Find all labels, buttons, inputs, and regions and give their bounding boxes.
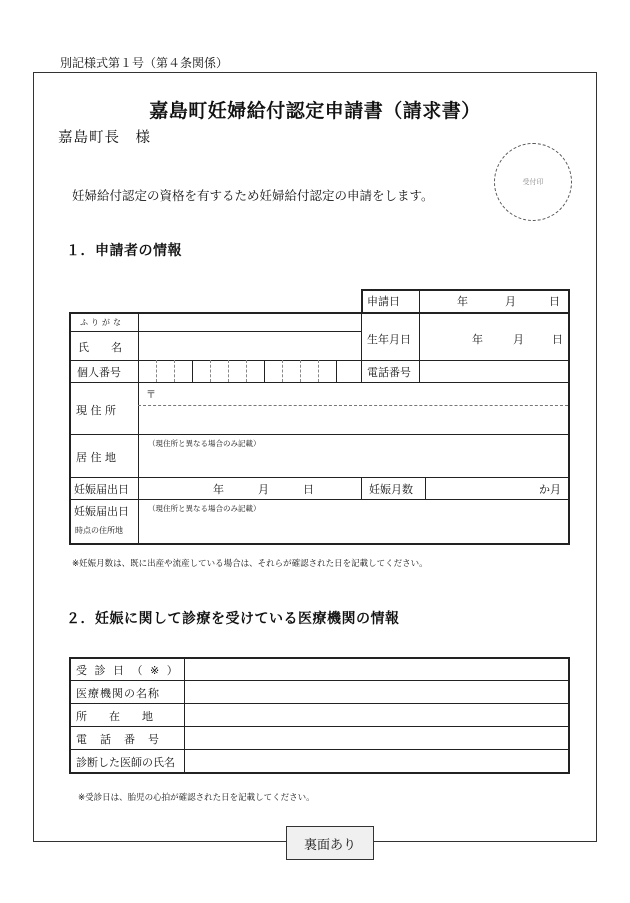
section1-footnote: ※妊娠月数は、既に出産や流産している場合は、それらが確認された日を記載してください。 (72, 559, 428, 569)
addressee: 嘉島町長 様 (58, 130, 151, 146)
preg-report-address-label-1: 妊娠届出日 (74, 505, 129, 518)
app-date-day-unit: 日 (549, 295, 560, 308)
furigana-label: ふりがな (80, 318, 124, 327)
application-date-label: 申請日 (367, 295, 400, 308)
birth-year-unit: 年 (472, 333, 483, 346)
preg-year-unit: 年 (213, 483, 224, 496)
preg-report-date-label: 妊娠届出日 (74, 483, 129, 496)
preg-day-unit: 日 (303, 483, 314, 496)
page-title: 嘉島町妊婦給付認定申請書（請求書） (149, 100, 481, 122)
residence-label: 居 住 地 (76, 451, 116, 464)
back-side-label: 裏面あり (303, 837, 356, 853)
back-side-tab (286, 826, 374, 860)
preg-report-address-label-2: 時点の住所地 (75, 526, 123, 535)
reception-stamp-area (494, 143, 572, 221)
institution-name-label: 医療機関の名称 (76, 687, 160, 700)
doctor-name-label: 診断した医師の氏名 (76, 756, 175, 769)
residence-note: （現住所と異なる場合のみ記載） (148, 439, 261, 448)
institution-phone-label: 電 話 番 号 (76, 733, 160, 746)
preg-report-address-note: （現住所と異なる場合のみ記載） (148, 504, 261, 513)
phone-label: 電話番号 (367, 366, 411, 379)
months-unit: か月 (539, 483, 561, 496)
name-label: 氏 名 (78, 341, 122, 354)
preg-month-unit: 月 (258, 483, 269, 496)
intro-text: 妊婦給付認定の資格を有するため妊婦給付認定の申請をします。 (72, 188, 434, 203)
visit-date-label: 受 診 日 （ ※ ） (76, 664, 180, 677)
section1-heading: １．申請者の情報 (66, 243, 182, 259)
form-number-note: 別記様式第１号（第４条関係） (60, 56, 229, 70)
mynumber-label: 個人番号 (77, 366, 121, 379)
address-label: 現 住 所 (76, 404, 116, 417)
postal-mark: 〒 (146, 390, 156, 401)
section2-footnote: ※受診日は、胎児の心拍が確認された日を記載してください。 (78, 793, 315, 803)
preg-months-label: 妊娠月数 (369, 483, 413, 496)
app-date-month-unit: 月 (505, 295, 516, 308)
app-date-year-unit: 年 (457, 295, 468, 308)
institution-address-label: 所 在 地 (76, 710, 153, 723)
section2-heading: ２．妊娠に関して診療を受けている医療機関の情報 (66, 611, 400, 627)
birth-month-unit: 月 (513, 333, 524, 346)
birth-day-unit: 日 (552, 333, 563, 346)
reception-stamp-label: 受付印 (522, 178, 544, 186)
birthdate-label: 生年月日 (367, 333, 411, 346)
